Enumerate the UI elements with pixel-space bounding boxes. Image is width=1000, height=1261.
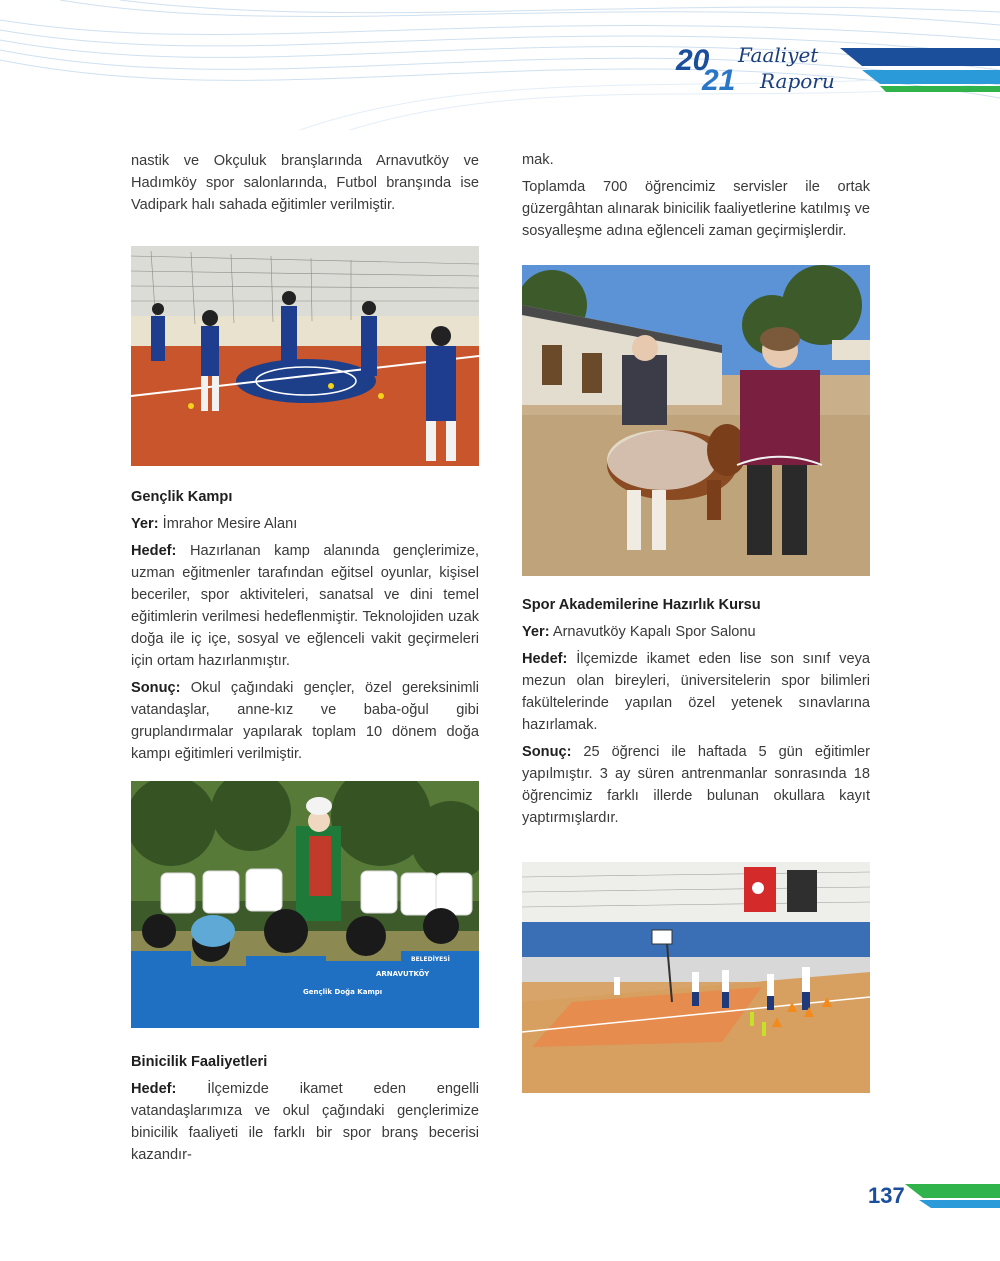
binicilik-hedef-value: İlçemizde ikamet eden engelli vatandaşlarımıza ve okul çağındaki gençlerimize binicilik faaliyeti ile farklı bir spor branş becerisi kazandır- — [131, 1081, 479, 1163]
genclik-sonuc-label: Sonuç: — [131, 680, 181, 696]
spor-hedef-label: Hedef: — [522, 651, 568, 667]
genclik-kampi-section — [131, 486, 479, 765]
spor-yer-label: Yer: — [522, 624, 550, 640]
logo-title-line2: Raporu — [760, 69, 835, 93]
logo-year-top: 20 — [676, 44, 710, 77]
spor-yer-value: Arnavutköy Kapalı Spor Salonu — [549, 624, 756, 640]
volleyball-training-photo — [131, 246, 479, 466]
logo-title-line1: Faaliyet — [738, 43, 819, 67]
genclik-yer-value: İmrahor Mesire Alanı — [158, 516, 298, 532]
spor-hedef-value: İlçemizde ikamet eden lise son sınıf veya mezun olan bireyleri, üniversitelerin spor bilimleri fakültelerinde yapılan özel yetenek sınavlarına hazırlamak. — [522, 651, 870, 733]
logo-year-bottom: 21 — [702, 64, 736, 97]
genclik-hedef-paragraph — [131, 540, 479, 672]
genclik-sonuc-value: Okul çağındaki gençler, özel gereksinimli vatandaşlar, anne-kız ve baba-oğul gibi gruplandırmalar yapılarak toplam 10 dönem doğa kampı eğitimleri verilmiştir. — [131, 680, 479, 762]
binicilik-hedef-label: Hedef: — [131, 1081, 177, 1097]
genclik-yer-label: Yer: — [131, 516, 159, 532]
footer-stripe-decoration — [905, 1178, 1000, 1214]
spor-hedef-paragraph — [522, 648, 870, 736]
genclik-sonuc-paragraph — [131, 677, 479, 765]
genclik-yer-line — [131, 513, 479, 535]
spor-sonuc-paragraph — [522, 741, 870, 829]
spor-sonuc-label: Sonuç: — [522, 744, 572, 760]
spor-akademi-heading: Spor Akademilerine Hazırlık Kursu — [522, 597, 761, 613]
spor-sonuc-value: 25 öğrenci ile haftada 5 gün eğitimler yapılmıştır. 3 ay süren antrenmanlar sonrasında 18 öğrencimiz farklı illerde bulunan okullara kayıt yaptırmışlardır. — [522, 744, 870, 826]
binicilik-result-paragraph: Toplamda 700 öğrencimiz servisler ile ortak güzergâhtan alınarak binicilik faaliyetlerine katılmış ve sosyalleşme adına eğlenceli zaman geçirmişlerdir. — [522, 179, 870, 239]
camp-shirt-text-2: ARNAVUTKÖY — [376, 970, 430, 978]
left-intro-block — [131, 150, 479, 216]
intro-paragraph: nastik ve Okçuluk branşlarında Arnavutköy ve Hadımköy spor salonlarında, Futbol branşında ise Vadipark halı sahada eğitimler verilmiştir. — [131, 153, 479, 213]
continuation-word: mak. — [522, 152, 554, 168]
genclik-kampi-heading: Gençlik Kampı — [131, 489, 233, 505]
report-logo — [676, 44, 846, 104]
spor-yer-line — [522, 621, 870, 643]
right-top-block — [522, 149, 870, 242]
binicilik-hedef-paragraph — [131, 1078, 479, 1166]
page-number: 137 — [868, 1183, 905, 1208]
genclik-hedef-label: Hedef: — [131, 543, 177, 559]
header-wave-decoration — [0, 0, 1000, 130]
genclik-hedef-value: Hazırlanan kamp alanında gençlerimize, uzman eğitmenler tarafından eğitsel oyunlar, kişisel beceriler, spor aktiviteleri, sanatsal ve dini temel eğitimlerin verilmesi hedeflenmiştir. Teknolojiden uzak doğa ile iç içe, sosyal ve eğlenceli vakit geçirmeleri için ortam hazırlanmıştır. — [131, 543, 479, 669]
camp-shirt-text-3: BELEDİYESİ — [411, 956, 450, 963]
binicilik-heading: Binicilik Faaliyetleri — [131, 1054, 268, 1070]
horse-riding-photo — [522, 265, 870, 576]
nature-camp-photo — [131, 781, 479, 1028]
spor-akademi-section — [522, 594, 870, 829]
binicilik-section — [131, 1051, 479, 1166]
sports-hall-photo — [522, 862, 870, 1093]
camp-shirt-text-1: Gençlik Doğa Kampı — [303, 988, 383, 996]
